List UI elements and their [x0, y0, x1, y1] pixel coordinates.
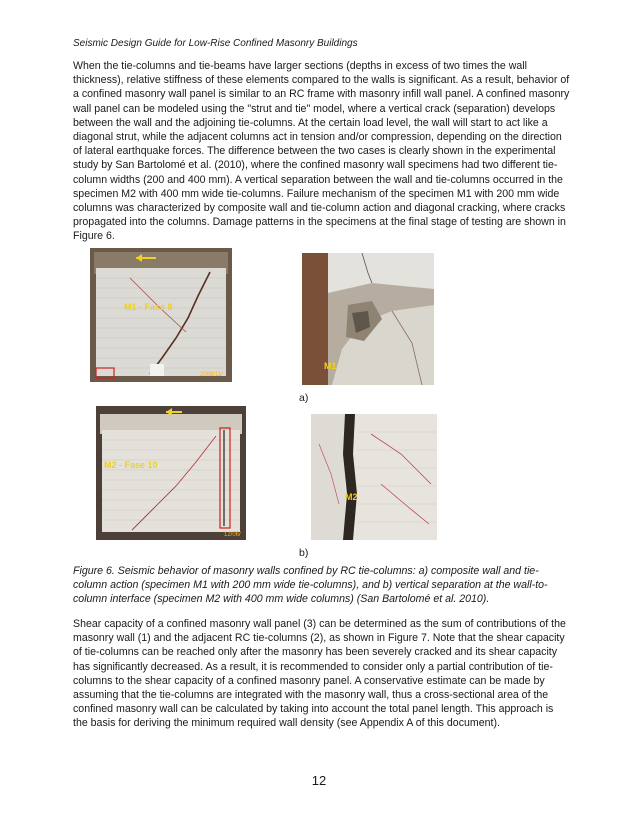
photo-m1-tag: M1 - Fase 8	[124, 302, 173, 312]
figure-caption: Figure 6. Seismic behavior of masonry walls confined by RC tie-columns: a) composite wall and tie-column action (specimen M1 with 200 mm wide tie-columns), and b) vertical separation at the wall-to-column interface (specimen M2 with 400 mm wide columns) (San Bartolomé et al. 2010).	[73, 565, 548, 606]
page-number: 12	[311, 773, 327, 788]
photo-m1-closeup	[302, 253, 434, 385]
photo-m1-wall	[90, 248, 232, 382]
photo-m2-closeup	[311, 414, 437, 540]
photo-m1-closeup-tag: M1	[324, 361, 337, 371]
photo-m2-closeup-tag: M2	[345, 492, 358, 502]
photo-m2-timestamp: 12/06/	[224, 532, 241, 538]
figure-label-b: b)	[299, 547, 309, 559]
photo-m2-wall	[96, 406, 246, 540]
body-paragraph-2: Shear capacity of a confined masonry wall panel (3) can be determined as the sum of contributions of the masonry wall (1) and the adjacent RC tie-columns (2), as shown in Figure 7. Note that the shear capacity of tie-columns can be reached only after the masonry has been severely cracked and its shear capacity has significantly decreased. As a result, it is recommended to consider only a partial contribution of tie-columns to the shear capacity of a confined masonry panel. A conservative estimate can be made by assuming that the tie-columns are integrated with the masonry wall, thus a cross-sectional area of the confined masonry wall can be calculated by taking into account the total panel length. This approach is the basis for deriving the minimum required wall density (see Appendix A of this document).	[73, 618, 566, 730]
body-paragraph-1: When the tie-columns and tie-beams have larger sections (depths in excess of two times the wall thickness), relative stiffness of these elements compared to the walls is significant. As a result, behavior of a confined masonry wall panel is similar to an RC frame with masonry infill wall panel. A confined masonry wall panel can be modeled using the "strut and tie" model, where a vertical crack (separation) develops between the wall and the adjoining tie-columns. At the certain load level, the wall will start to act like a diagonal strut, while the adjacent columns act in tension and/or compression, depending on the direction of lateral earthquake forces. The difference between the two cases is clearly shown in the experimental study by San Bartolomé et al. (2010), where the confined masonry wall specimens had two different tie-column widths (200 and 400 mm). A vertical separation between the wall and tie-columns occurred in the specimen M2 with 400 mm wide tie-columns. Failure mechanism of the specimen M1 with 200 mm wide columns was characterized by composite wall and tie-column action and diagonal cracking, where cracks propagated into the columns. Damage patterns in the specimens at the final stage of testing are shown in Figure 6.	[73, 60, 570, 243]
running-header: Seismic Design Guide for Low-Rise Confined Masonry Buildings	[73, 38, 358, 49]
figure-label-a: a)	[299, 392, 309, 404]
photo-m1-timestamp: 2008/11/	[200, 372, 223, 378]
photo-m2-tag: M2 - Fase 10	[104, 460, 158, 470]
